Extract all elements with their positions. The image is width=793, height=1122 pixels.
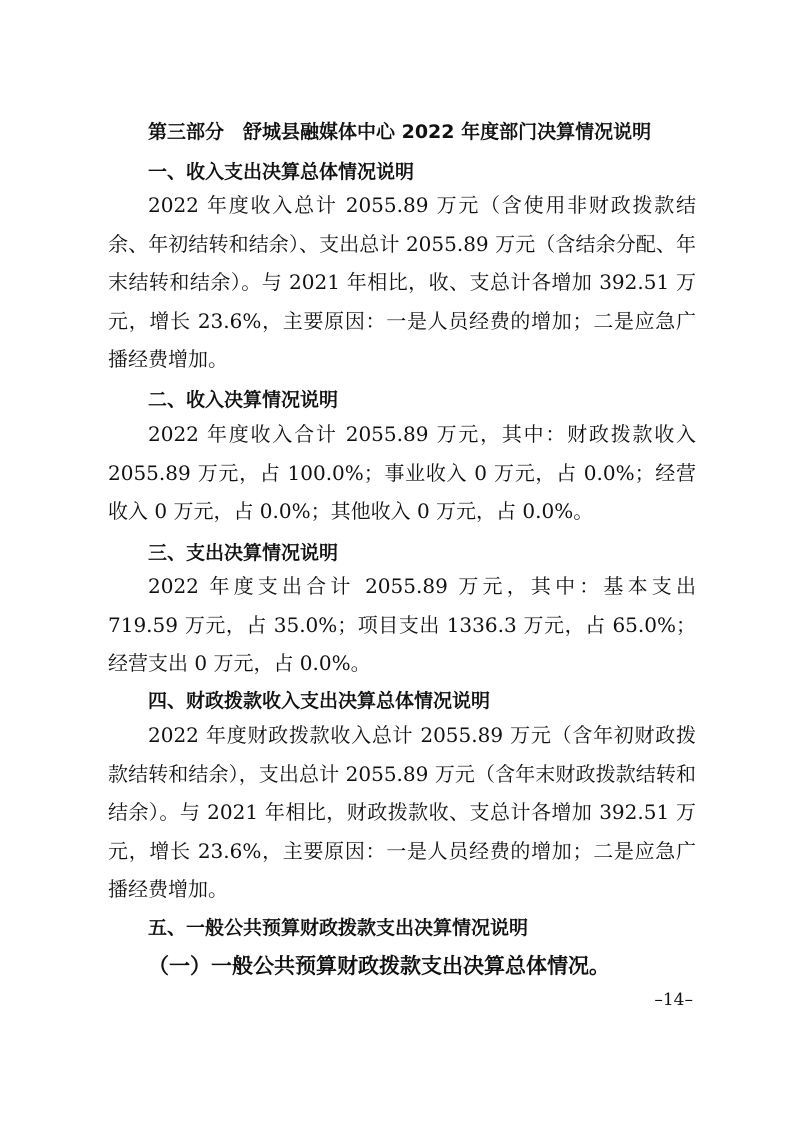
section-body-1: 2022 年度收入总计 2055.89 万元（含使用非财政拨款结余、年初结转和结余）、支出总计 2055.89 万元（含结余分配、年末结转和结余）。与 2021 年相比，收、支总计各增加 392.51 万元，增长 23.6%，主要原因：一是人员经费的增加；二是应急广播经费增加。 — [108, 193, 696, 371]
section-heading-2: 二、收入决算情况说明 — [148, 389, 339, 411]
section-heading-1: 一、收入支出决算总体情况说明 — [148, 161, 415, 183]
section-body-3: 2022 年度支出合计 2055.89 万元，其中：基本支出 719.59 万元，占 35.0%；项目支出 1336.3 万元，占 65.0%；经营支出 0 万元，占 0.0%。 — [108, 574, 696, 675]
page-title: 第三部分 舒城县融媒体中心 2022 年度部门决算情况说明 — [148, 121, 652, 143]
section-subheading-5-1: （一）一般公共预算财政拨款支出决算总体情况。 — [148, 953, 610, 978]
section-heading-4: 四、财政拨款收入支出决算总体情况说明 — [148, 690, 491, 712]
section-heading-3: 三、支出决算情况说明 — [148, 542, 339, 564]
section-heading-5: 五、一般公共预算财政拨款支出决算情况说明 — [148, 917, 529, 939]
section-body-4: 2022 年度财政拨款收入总计 2055.89 万元（含年初财政拨款结转和结余），支出总计 2055.89 万元（含年末财政拨款结转和结余）。与 2021 年相比，财政拨款收、支总计各增加 392.51 万元，增长 23.6%，主要原因：一是人员经费的增加；二是应急广播经费增加。 — [108, 723, 696, 901]
page-number: –14– — [654, 990, 693, 1010]
section-body-2: 2022 年度收入合计 2055.89 万元，其中：财政拨款收入 2055.89 万元，占 100.0%；事业收入 0 万元，占 0.0%；经营收入 0 万元，占 0.0%；其他收入 0 万元，占 0.0%。 — [108, 422, 696, 523]
